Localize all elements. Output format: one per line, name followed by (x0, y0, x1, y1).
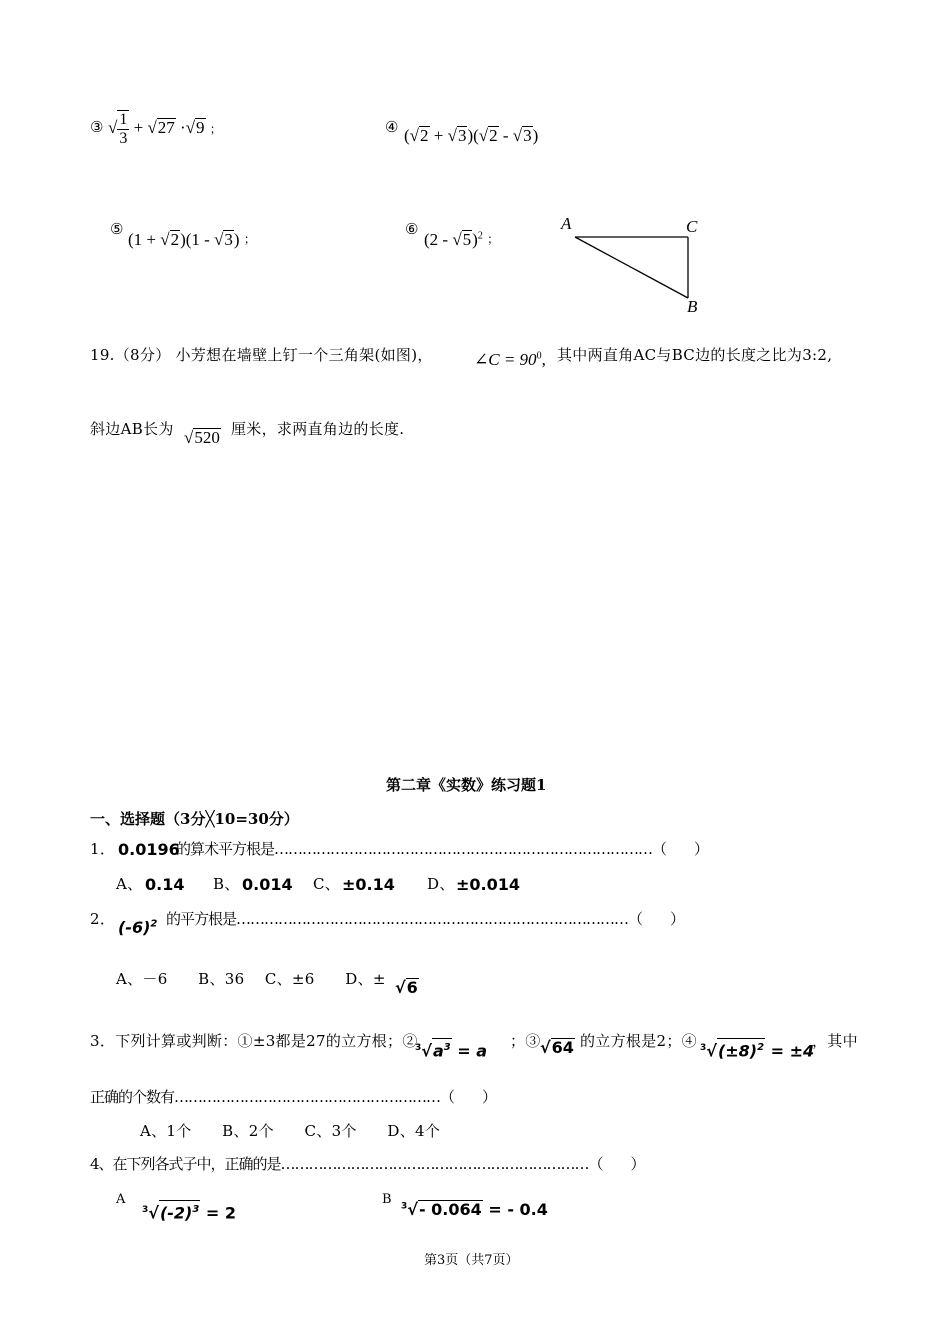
item5-semicolon: ； (243, 232, 256, 246)
item4-rad2: 3 (457, 126, 467, 145)
item4-expression: (√2 + √3)(√2 - √3) (404, 126, 539, 145)
item6-part-a: (2 - (424, 230, 453, 249)
q3-index1: 3 (415, 1043, 422, 1053)
item4-rad4: 3 (523, 126, 532, 145)
item5-part-c: ) (233, 230, 240, 249)
item4-paren3: ) (532, 126, 539, 145)
triangle-side-ab (575, 237, 688, 298)
item3-semicolon: ； (209, 121, 222, 136)
q1-option-a-label: A、 (116, 875, 143, 893)
q3-line2: 正确的个数有…………………………………………………（ ） (90, 1088, 497, 1106)
q3-cuberoot-b: $^3√(\pm 8)^2 = \pm 4$ (700, 1038, 814, 1060)
q3-cuberoot-a: $^3√a^3 = a$ (415, 1038, 487, 1060)
item3-sqrt-fraction: √ $\frac{1}{3}$ (108, 111, 128, 147)
q1-number: 1． (90, 840, 116, 858)
q3-line1-a: 3．下列计算或判断：①±3都是27的立方根；② (90, 1032, 418, 1050)
q1-option-c-label: C、 (313, 875, 341, 893)
q3-rad-a-exp: 3 (443, 1042, 451, 1053)
item6-semicolon: ； (487, 232, 500, 246)
q19-line1-suffix: 其中两直角AC与BC边的长度之比为3:2, (557, 346, 833, 364)
q2-base: (-6) (118, 918, 151, 937)
q19-angle-degree: 0 (536, 350, 542, 362)
item5-part-a: (1 + (128, 230, 161, 249)
q2-number: 2． (90, 910, 116, 928)
q19-radicand-520: 520 (194, 428, 220, 447)
item4-paren2: )( (467, 126, 479, 145)
q3-radicand-a (432, 1038, 452, 1060)
item5-expression: (1 + √2)(1 - √3) ； (128, 230, 256, 249)
item4-rad1: 2 (420, 126, 429, 145)
item3-numerator: 1 (119, 111, 128, 128)
page-footer: 第3页（共7页） (424, 1253, 519, 1268)
q1-option-a: 0.14 (145, 875, 185, 894)
item5-marker: ⑤ (110, 220, 124, 238)
q3-radicand-64: 64 (551, 1038, 574, 1057)
q19-line1-prefix: 19.（8分） 小芳想在墙壁上钉一个三角架(如图)， (90, 346, 433, 364)
q4-option-a: $^3√(-2)^3 = 2$ (142, 1200, 236, 1222)
item6-part-b: ) (472, 230, 478, 249)
item3-radicand-9: 9 (196, 117, 205, 137)
q1-value: 0.0196 (118, 840, 180, 859)
q4-b-eq: = - 0.4 (482, 1200, 548, 1219)
q2-exponent: 2 (150, 918, 158, 930)
item4-rad3: 2 (489, 126, 498, 145)
q2-expression (118, 918, 157, 937)
q4-text: 4、在下列各式子中，正确的是…………………………………………………………（ ） (90, 1155, 645, 1173)
item3-denominator: 3 (119, 130, 128, 147)
q1-option-d-label: D、 (427, 875, 455, 893)
q1-option-b: 0.014 (242, 875, 293, 894)
chapter-title: 第二章《实数》练习题1 (386, 776, 547, 794)
section-heading: 一、选择题（3分╳10=30分） (90, 810, 299, 828)
q4-option-b-label: B (382, 1192, 392, 1207)
q1-option-d: ±0.014 (456, 875, 521, 894)
q19-line2-b: 厘米，求两直角边的长度. (231, 420, 405, 438)
q4-a-index: 3 (142, 1205, 149, 1215)
item6-expression: (2 - √5)$^2$ ； (424, 230, 500, 249)
q2-text: 的平方根是…………………………………………………………………………（ ） (166, 910, 685, 928)
q4-b-index: 3 (401, 1201, 408, 1212)
q4-option-a-label: A (116, 1192, 126, 1207)
item3-dot: · (180, 117, 186, 137)
q4-option-b: $^3$√- 0.064 = - 0.4 (401, 1200, 548, 1219)
item5-part-b: )(1 - (180, 230, 215, 249)
q1-option-b-label: B、 (213, 875, 240, 893)
q1-text: 的算术平方根是………………………………………………………………………（ ） (176, 840, 709, 858)
q3-eq-b: = ±4 (765, 1041, 815, 1061)
item6-marker: ⑥ (405, 220, 419, 238)
q3-options: A、1个 B、2个 C、3个 D、4个 (140, 1122, 441, 1140)
q19-angle-text: ∠C = 90 (474, 350, 537, 369)
item6-exponent: 2 (477, 230, 483, 242)
q4-a-rad-base: (-2) (159, 1203, 193, 1223)
item6-rad: 5 (462, 230, 472, 249)
q3-rad-b-exp: 2 (757, 1042, 765, 1053)
q19-angle (474, 350, 546, 370)
item5-rad2: 3 (224, 230, 233, 249)
item3-expression: √ $\frac{1}{3}$ + √27 ·√9 ； (108, 111, 222, 147)
q3-index2: 3 (700, 1043, 707, 1053)
q19-comma: , (541, 350, 546, 369)
q3-radicand-b (717, 1038, 765, 1060)
q19-hypotenuse: √520 (184, 428, 220, 447)
q3-eq-a: = a (451, 1041, 488, 1061)
q3-rad-a-base: a (432, 1041, 444, 1061)
item4-paren: ( (404, 126, 410, 145)
q2-option-d-sqrt: √6 (395, 978, 418, 997)
item4-marker: ④ (385, 118, 399, 136)
q3-mid: 的立方根是2；④ (580, 1032, 697, 1050)
q1-option-c: ±0.14 (342, 875, 395, 894)
q4-a-radicand (159, 1200, 200, 1222)
item5-rad1: 2 (170, 230, 180, 249)
q19-line2-a: 斜边AB长为 (90, 420, 174, 438)
item4-minus: - (498, 126, 513, 145)
q2-options: A、－6 B、36 C、±6 D、± (116, 970, 386, 988)
q4-b-radicand: - 0.064 (418, 1200, 482, 1219)
item3-radicand-27: 27 (157, 117, 175, 137)
q3-end: ，其中 (812, 1032, 858, 1050)
item4-plus: + (429, 126, 448, 145)
q3-sqrt64: √64 (540, 1038, 574, 1057)
triangle-label-a: A (561, 214, 572, 233)
q4-a-eq: = 2 (200, 1203, 236, 1223)
item3-plus: + (133, 117, 144, 137)
triangle-label-c: C (686, 217, 698, 236)
q3-sep1: ；③ (510, 1032, 541, 1050)
q3-rad-b-base: (±8) (717, 1041, 758, 1061)
q2-radicand-6: 6 (406, 978, 418, 997)
q4-a-rad-exp: 3 (192, 1204, 200, 1215)
item3-marker: ③ (90, 118, 104, 136)
triangle-label-b: B (687, 297, 698, 316)
